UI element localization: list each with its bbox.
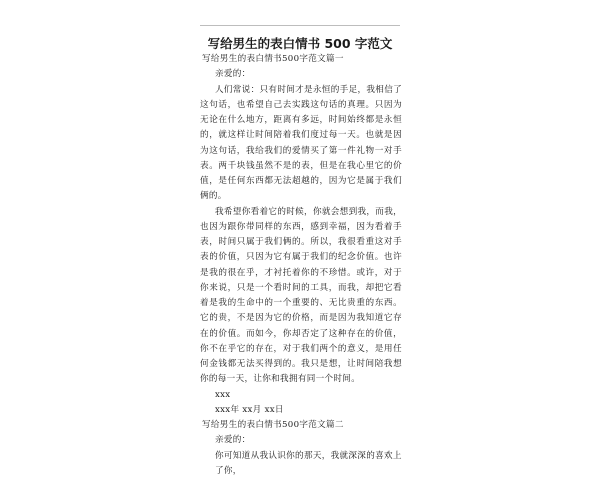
section-heading-2: 写给男生的表白情书500字范文篇二 (200, 418, 402, 433)
salutation-2: 亲爱的： (200, 433, 402, 448)
document-body (200, 52, 402, 479)
top-divider (200, 25, 400, 26)
document-title: 写给男生的表白情书 500 字范文 (200, 36, 400, 52)
paragraph-1: 人们常说：只有时间才是永恒的手足，我相信了这句话，也希望自己去实践这句话的真理。只因为无论在什么地方，距离有多远，时间始终都是永恒的，就这样让时间陪着我们度过每一天。也就是因为这句话，我给我们的爱情买了第一件礼物一对手表。两千块钱虽然不是的表，但是在我心里它的价值，是任何东西都无法超越的，因为它是属于我们俩的。 (200, 83, 402, 205)
date-line: xxx年 xx月 xx日 (200, 403, 402, 418)
signature: xxx (200, 388, 402, 403)
salutation-1: 亲爱的： (200, 67, 402, 82)
section-heading-1: 写给男生的表白情书500字范文篇一 (200, 52, 402, 67)
paragraph-2: 我希望你看着它的时候，你就会想到我，而我，也因为跟你带同样的东西，感到幸福，因为看着手表，时间只属于我们俩的。所以，我很看重这对手表的价值，只因为它有属于我们的纪念价值。也许是我的很在乎，才衬托着你的不珍惜。或许，对于你来说，只是一个看时间的工具，而我，却把它看着是我的生命中的一个重要的、无比贵重的东西。它的贵，不是因为它的价格，而是因为我知道它存在的价值。而如今，你却否定了这种存在的价值，你不在乎它的存在，对于我们两个的意义，是用任何金钱都无法买得到的。我只是想，让时间陪我想你的每一天，让你和我拥有同一个时间。 (200, 205, 402, 388)
paragraph-3: 你可知道从我认识你的那天，我就深深的喜欢上了你， (200, 449, 402, 479)
